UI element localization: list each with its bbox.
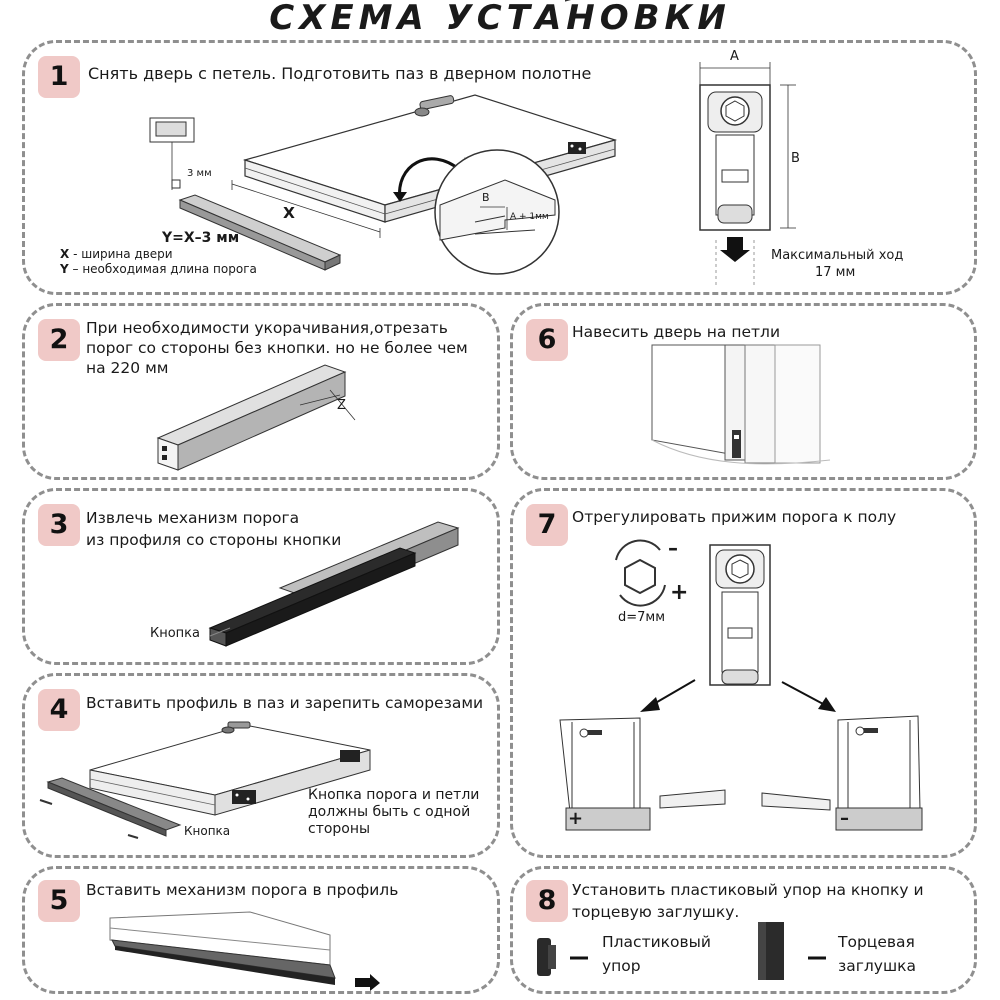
step-4-note-line1: Кнопка порога и петли [308,787,480,803]
step-2-line2: порог со стороны без кнопки. но не более чем [86,339,468,357]
step-4-note-line2: должны быть с одной [308,804,471,820]
button-label-step4: Кнопка [184,824,231,838]
groove-depth-label: 3 мм [187,168,212,179]
max-travel-label: Максимальный ход [771,248,904,263]
step-3-line1: Извлечь механизм порога [86,509,300,527]
cut-length-label: Z [337,398,346,413]
profile-width-label: A [730,49,739,64]
button-label-step3: Кнопка [150,626,201,641]
step-1-number: 1 [38,56,80,98]
plastic-stop-label-line2: упор [602,957,641,975]
step-8-number: 8 [526,880,568,922]
step-4-note-line3: стороны [308,821,371,837]
step-2-line1: При необходимости укорачивания,отрезать [86,319,448,337]
step-3-number: 3 [38,504,80,546]
end-cap-label-line2: заглушка [838,957,917,975]
step-3-line2: из профиля со стороны кнопки [86,531,342,549]
groove-depth-formula: A + 1мм [510,212,549,222]
step-7-number: 7 [526,504,568,546]
left-door-sign: + [568,808,584,829]
step-5-text: Вставить механизм порога в профиль [86,881,399,899]
page-title: СХЕМА УСТАНОВКИ [269,0,731,38]
groove-width-label: B [482,191,490,204]
rotate-plus-sign: + [670,580,689,605]
step-8-line2: торцевую заглушку. [572,903,740,921]
step-1-text: Снять дверь с петель. Подготовить паз в дверном полотне [88,64,592,83]
threshold-length-formula: Y=X–3 мм [162,230,240,246]
step-5-number: 5 [38,880,80,922]
legend-x: X - ширина двери [60,247,173,261]
right-door-sign: – [840,808,849,829]
step-4-text: Вставить профиль в паз и зарепить саморезами [86,694,484,712]
plastic-stop-label-line1: Пластиковый [602,933,711,951]
step-2-number: 2 [38,319,80,361]
rotate-minus-sign: – [668,536,678,560]
step-2-line3: на 220 мм [86,359,169,377]
step-8-line1: Установить пластиковый упор на кнопку и [572,881,924,899]
end-cap-label-line1: Торцевая [838,933,915,951]
step-4-number: 4 [38,689,80,731]
step-7-text: Отрегулировать прижим порога к полу [572,508,897,526]
step-6-text: Навесить дверь на петли [572,323,781,341]
step-6-number: 6 [526,319,568,361]
profile-height-label: B [791,151,800,166]
legend-y: Y – необходимая длина порога [60,262,257,276]
hex-key-size: d=7мм [618,610,666,625]
door-width-label: X [283,204,295,222]
max-travel-value: 17 мм [815,265,856,280]
